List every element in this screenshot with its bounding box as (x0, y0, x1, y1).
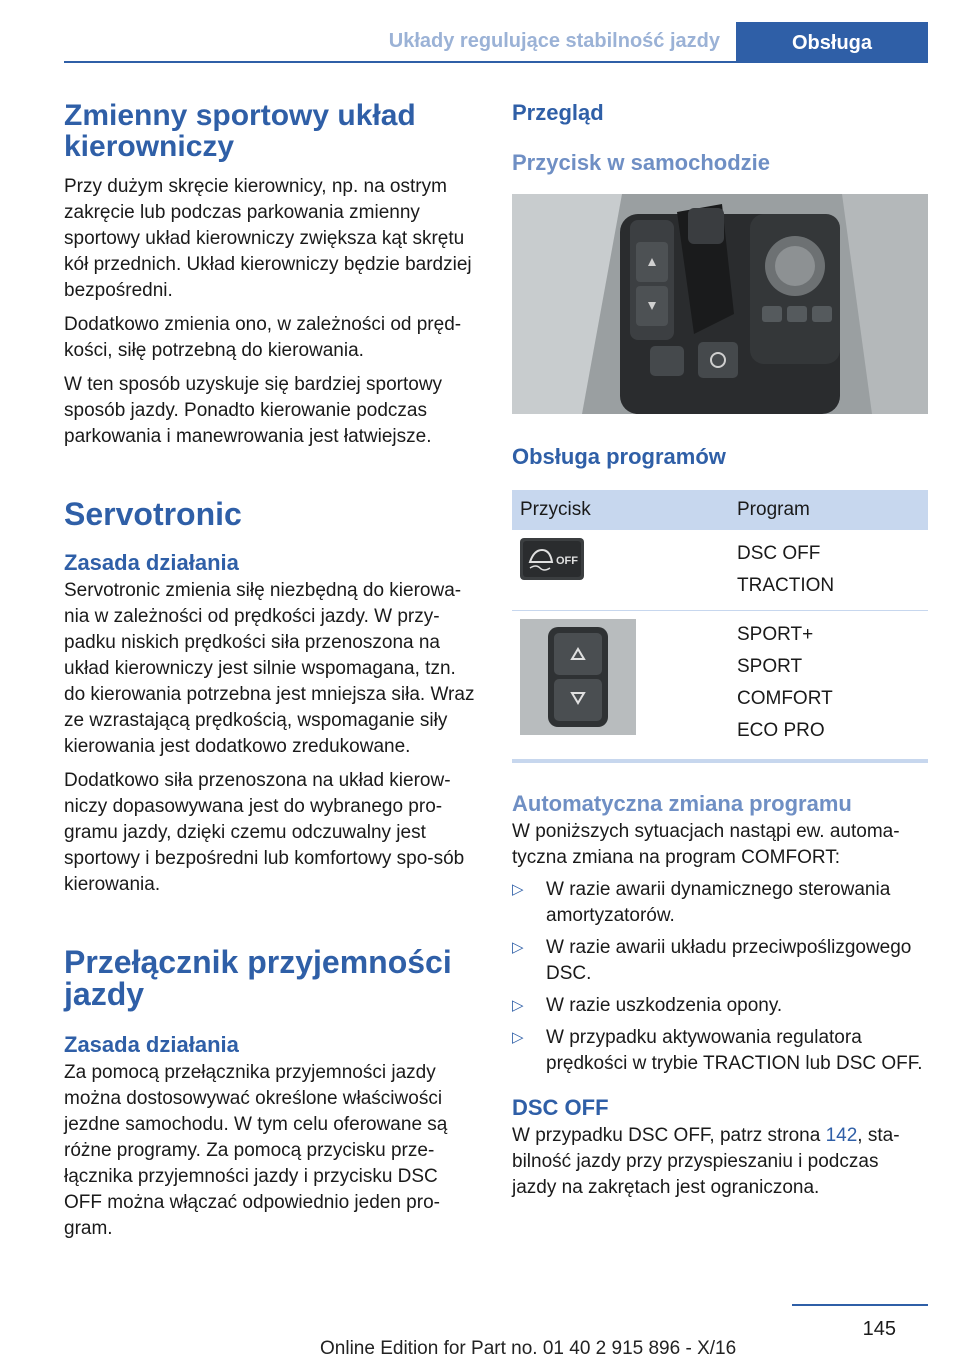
list-item: ▷ W razie awarii układu przeciwpoślizgowego DSC. (512, 937, 912, 984)
paragraph-5: Dodatkowo siła przenoszona na układ kierow‐niczy dopasowywana jest do wybranego pro‐gramu jazdy, dzięki czemu odczuwalny jest sportowy i bezpośredni lub komfortowy spo‐sób kierowania. (64, 770, 465, 895)
heading-automatic-change: Automatyczna zmiana programu (512, 791, 852, 816)
right-column (512, 100, 928, 1201)
console-illustration-icon (512, 194, 928, 414)
list-item: ▷ W razie awarii dynamicznego sterowania amortyzatorów. (512, 879, 891, 926)
program-eco-pro: ECO PRO (737, 720, 825, 741)
triangle-bullet-icon: ▷ (512, 997, 524, 1014)
footer-rule (792, 1304, 928, 1306)
table-bottom-rule (512, 759, 928, 763)
heading-button-in-car: Przycisk w samochodzie (512, 150, 770, 175)
heading-program-operation: Obsługa programów (512, 444, 726, 469)
program-sport-plus: SPORT+ (737, 624, 814, 645)
paragraph-2: Dodatkowo zmienia ono, w zależności od pręd‐kości, siłę potrzebną do kierowania. (64, 314, 462, 361)
page-link-142[interactable]: 142 (825, 1125, 858, 1146)
left-column (64, 100, 480, 1242)
triangle-bullet-icon: ▷ (512, 939, 524, 956)
table-row (512, 530, 928, 611)
dsc-off-button-cell (512, 530, 729, 611)
program-traction: TRACTION (737, 575, 835, 596)
list-item: ▷ W razie uszkodzenia opony. (512, 993, 928, 1019)
table-header-program: Program (729, 490, 928, 530)
program-sport: SPORT (737, 656, 803, 677)
header-rule (64, 61, 928, 63)
paragraph-4: Servotronic zmienia siłę niezbędną do kierowa‐nia w zależności od prędkości jazdy. W przy‐padku niskich prędkości siła przenoszona na układ kierowniczy jest silnie wspomagana, tzn. do kierowania potrzebna jest mniejsza siła. Wraz ze wzrastającą prędkością, wspomaganie siły kierowania jest dodatkowo zredukowane. (64, 580, 475, 757)
auto-change-list (512, 877, 928, 1077)
heading-overview: Przegląd (512, 100, 604, 125)
heading-principle-2: Zasada działania (64, 1032, 239, 1057)
programs-cell-1 (729, 530, 928, 611)
heading-principle-1: Zasada działania (64, 550, 239, 575)
driving-switch-cell (512, 611, 729, 756)
footer-edition: Online Edition for Part no. 01 40 2 915 896 - X/16 (320, 1338, 737, 1359)
programs-table (512, 490, 928, 755)
table-row (512, 611, 928, 756)
paragraph-6: Za pomocą przełącznika przyjemności jazdy można dostosowywać określone właściwości jezdne samochodu. W tym celu oferowane są różne programy. Za pomocą przycisku prze‐łącznika przyjemności jazdy i przycisku DSC OFF można włączać odpowiednio jeden pro‐gram. (64, 1062, 448, 1239)
paragraph-3: W ten sposób uzyskuje się bardziej sportowy sposób jazdy. Ponadto kierowanie podczas parkowania i manewrowania jest łatwiejsze. (64, 374, 443, 447)
table-header-button: Przycisk (512, 490, 729, 530)
header-section-title: Układy regulujące stabilność jazdy (388, 30, 720, 52)
heading-driving-switch: Przełącznik przyjemności jazdy (64, 944, 452, 1012)
header-tab[interactable]: Obsługa (736, 22, 928, 62)
paragraph-auto: W poniższych sytuacjach nastąpi ew. automa‐tyczna zmiana na program COMFORT: (512, 821, 900, 868)
triangle-bullet-icon: ▷ (512, 881, 524, 898)
page-header (0, 0, 960, 62)
svg-text:OFF: OFF (556, 555, 578, 567)
driving-experience-switch-icon (520, 619, 636, 735)
paragraph-dsc: W przypadku DSC OFF, patrz strona 142, sta‐bilność jazdy przy przyspieszaniu i podczas jazdy na zakrętach jest ograniczona. (512, 1125, 900, 1198)
heading-servotronic: Servotronic (64, 496, 242, 532)
program-comfort: COMFORT (737, 688, 833, 709)
heading-variable-steering: Zmienny sportowy układ kierowniczy (64, 99, 416, 163)
triangle-bullet-icon: ▷ (512, 1029, 524, 1046)
center-console-photo (512, 194, 928, 414)
heading-dsc-off: DSC OFF (512, 1095, 609, 1120)
programs-cell-2 (729, 611, 928, 756)
page-number: 145 (862, 1318, 896, 1340)
program-dsc-off: DSC OFF (737, 543, 821, 564)
list-item: ▷ W przypadku aktywowania regulatora prędkości w trybie TRACTION lub DSC OFF. (512, 1027, 923, 1074)
paragraph-1: Przy dużym skręcie kierownicy, np. na ostrym zakręcie lub podczas parkowania zmienny sportowy układ kierowniczy zwiększa kąt skrętu kół przednich. Układ kierowniczy będzie bardziej bezpośredni. (64, 176, 472, 301)
dsc-off-button-icon (520, 538, 584, 580)
